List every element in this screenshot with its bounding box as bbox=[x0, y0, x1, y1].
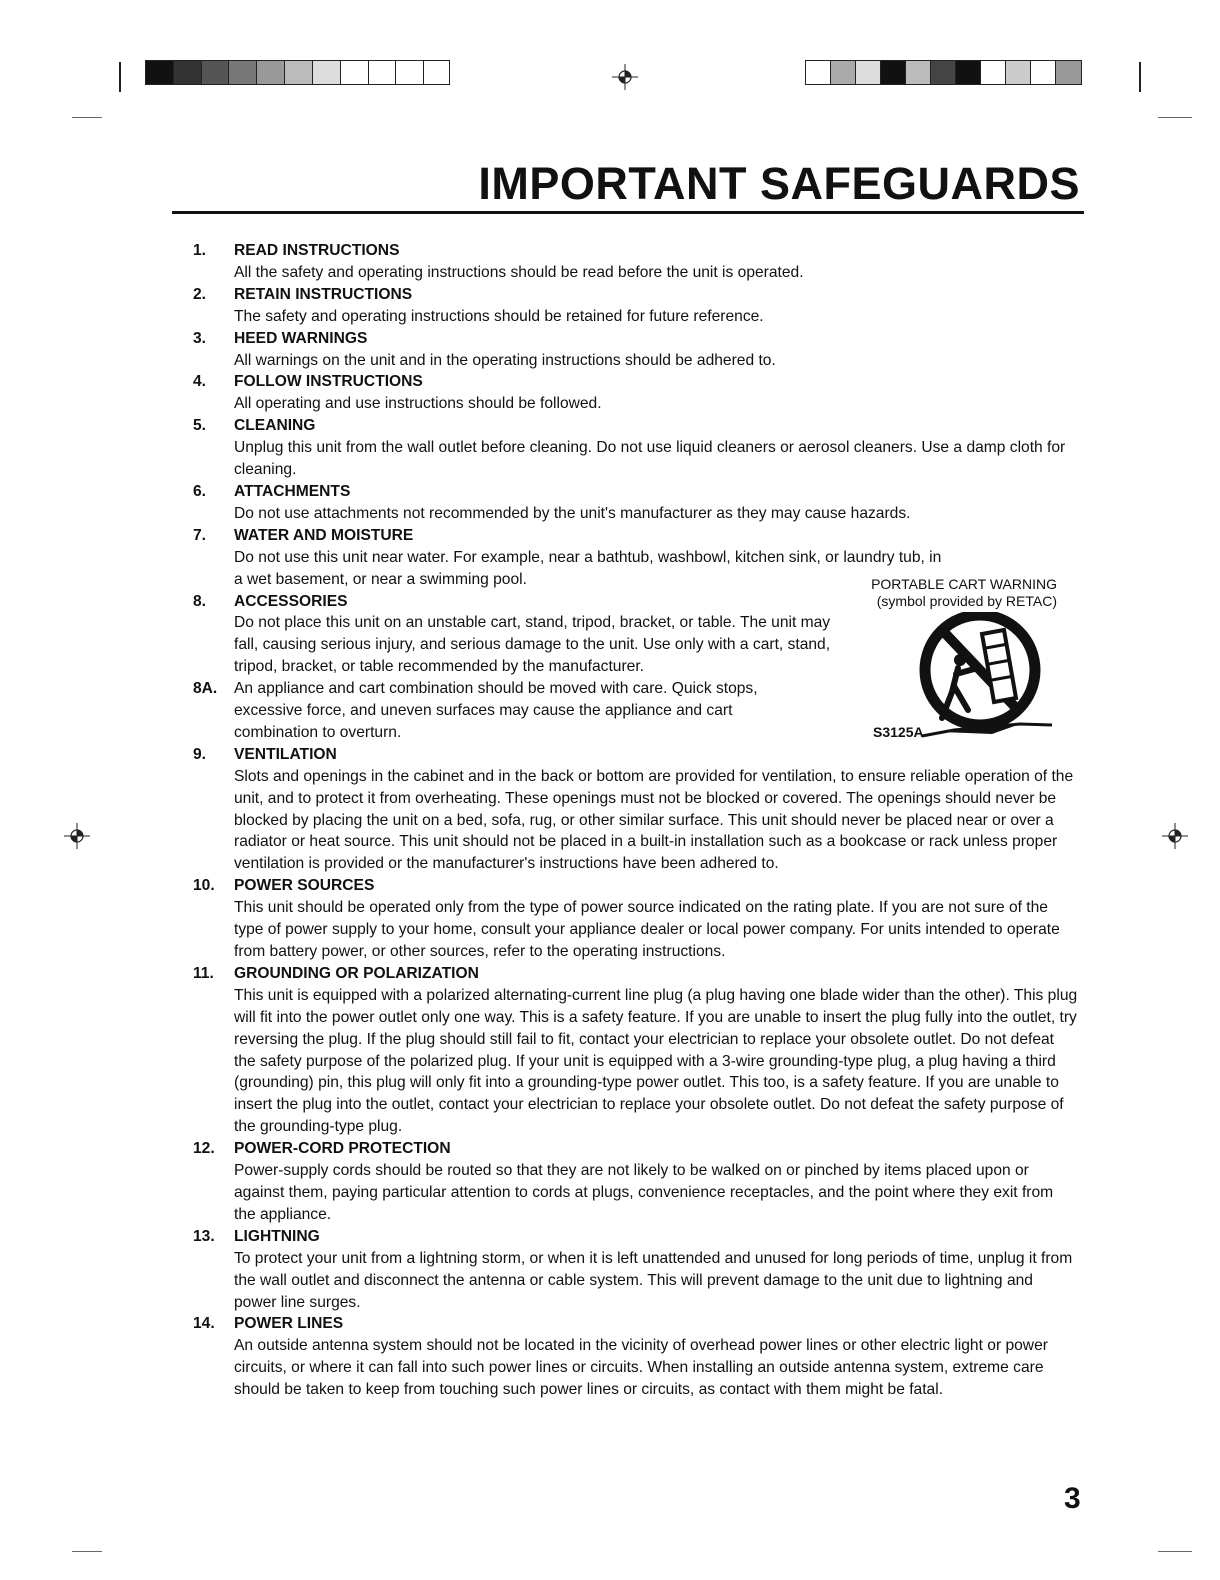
item-text: An appliance and cart combination should be moved with care. Quick stops, excessive force, and uneven surfaces may cause the appliance and cart combination to overturn. bbox=[234, 680, 758, 741]
item-number: 10. bbox=[193, 877, 215, 895]
item-heading: GROUNDING OR POLARIZATION bbox=[234, 964, 479, 982]
item-heading: HEED WARNINGS bbox=[234, 329, 368, 347]
item-heading: FOLLOW INSTRUCTIONS bbox=[234, 373, 423, 391]
item-number: 5. bbox=[193, 417, 207, 435]
item-text: This unit is equipped with a polarized alternating-current line plug (a plug having one blade wider than the other). This plug will fit into the power outlet only one way. This is a safety feature. If you are unable to insert the plug fully into the outlet, try reversing the plug. If the plug should still fail to fit, contact your electrician to replace your obsolete outlet. Do not defeat the safety purpose of the polarized plug. If your unit is equipped with a 3-wire grounding-type plug, a plug having a third (grounding) pin, this plug will only fit into a grounding-type power outlet. This too, is a safety feature. If you are unable to insert the plug into the outlet, contact your electrician to replace your obsolete outlet. Do not defeat the safety purpose of the grounding-type plug. bbox=[234, 986, 1078, 1136]
item-text: An outside antenna system should not be located in the vicinity of overhead power lines or other electric light or power circuits, or where it can fall into such power lines or circuits. When installing an outside antenna system, extreme care should be taken to keep from touching such power lines or circuits, as contact with them might be fatal. bbox=[234, 1337, 1048, 1399]
item-number: 8. bbox=[193, 592, 207, 610]
safeguards-list bbox=[0, 240, 1220, 1401]
safeguard-item bbox=[0, 371, 1220, 415]
item-number: 9. bbox=[193, 745, 207, 763]
crop-mark bbox=[1158, 1551, 1192, 1552]
item-text: This unit should be operated only from the type of power source indicated on the rating plate. If you are not sure of the type of power supply to your home, consult your appliance dealer or local power company. For units intended to operate from battery power, or other sources, refer to the operating instructions. bbox=[234, 899, 1060, 960]
registration-crosshair-icon bbox=[612, 64, 638, 90]
cart-warning-source: (symbol provided by RETAC) bbox=[876, 593, 1057, 609]
item-text: Do not place this unit on an unstable cart, stand, tripod, bracket, or table. The unit may fall, causing serious injury, and serious damage to the unit. Use only with a cart, stand, tripod, bracket, or table recommended by the manufacturer. bbox=[234, 614, 831, 676]
item-heading: LIGHTNING bbox=[234, 1227, 320, 1245]
safeguard-item bbox=[0, 481, 1220, 525]
safeguard-item bbox=[0, 284, 1220, 328]
safeguard-item bbox=[0, 415, 1220, 481]
crop-mark bbox=[72, 117, 102, 118]
crop-mark bbox=[1158, 117, 1192, 118]
item-heading: RETAIN INSTRUCTIONS bbox=[234, 285, 413, 303]
crop-mark bbox=[119, 62, 121, 92]
safeguard-item bbox=[0, 1313, 1220, 1401]
item-text: Do not use this unit near water. For example, near a bathtub, washbowl, kitchen sink, or laundry tub, in a wet basement, or near a swimming pool. bbox=[234, 548, 942, 588]
item-number: 2. bbox=[193, 285, 207, 303]
crop-mark bbox=[1139, 62, 1141, 92]
item-text: Power-supply cords should be routed so that they are not likely to be walked on or pinched by items placed upon or against them, paying particular attention to cords at plugs, convenience receptacles, and the point where they exit from the appliance. bbox=[234, 1162, 1054, 1223]
item-heading: VENTILATION bbox=[234, 745, 337, 763]
safeguard-item bbox=[0, 1138, 1220, 1226]
safeguard-item bbox=[0, 328, 1220, 372]
item-heading: POWER-CORD PROTECTION bbox=[234, 1140, 451, 1158]
item-number: 12. bbox=[193, 1140, 215, 1158]
item-number: 3. bbox=[193, 329, 207, 347]
item-number: 11. bbox=[193, 964, 214, 982]
color-calibration-bar-left bbox=[145, 60, 450, 85]
item-number: 8A. bbox=[193, 680, 218, 698]
item-text: All warnings on the unit and in the operating instructions should be adhered to. bbox=[234, 351, 776, 369]
title-rule bbox=[172, 211, 1084, 214]
crop-mark bbox=[72, 1551, 102, 1552]
item-number: 6. bbox=[193, 482, 207, 500]
item-heading: CLEANING bbox=[234, 417, 316, 435]
item-text: Unplug this unit from the wall outlet before cleaning. Do not use liquid cleaners or aerosol cleaners. Use a damp cloth for cleaning. bbox=[234, 439, 1066, 479]
page-title: IMPORTANT SAFEGUARDS bbox=[478, 158, 1080, 209]
tip-over-cart-warning-icon bbox=[912, 612, 1054, 748]
item-text: All operating and use instructions should be followed. bbox=[234, 395, 602, 413]
item-heading: POWER SOURCES bbox=[234, 877, 375, 895]
symbol-code: S3125A bbox=[873, 724, 924, 740]
safeguard-item bbox=[0, 963, 1220, 1138]
item-heading: WATER AND MOISTURE bbox=[234, 526, 414, 544]
item-text: Do not use attachments not recommended by the unit's manufacturer as they may cause hazards. bbox=[234, 504, 911, 522]
item-heading: ATTACHMENTS bbox=[234, 482, 351, 500]
item-number: 7. bbox=[193, 526, 207, 544]
cart-warning-caption bbox=[871, 576, 1057, 610]
item-text: To protect your unit from a lightning storm, or when it is left unattended and unused for long periods of time, unplug it from the wall outlet and disconnect the antenna or cable system. This will prevent damage to the unit due to lightning and power line surges. bbox=[234, 1249, 1073, 1311]
item-number: 1. bbox=[193, 242, 207, 259]
safeguard-item bbox=[0, 744, 1220, 875]
cart-warning-title: PORTABLE CART WARNING bbox=[871, 576, 1057, 592]
item-heading: ACCESSORIES bbox=[234, 592, 348, 610]
item-text: The safety and operating instructions should be retained for future reference. bbox=[234, 307, 764, 325]
item-text: All the safety and operating instructions should be read before the unit is operated. bbox=[234, 263, 804, 281]
safeguard-item bbox=[0, 1226, 1220, 1314]
item-number: 4. bbox=[193, 373, 207, 391]
item-text: Slots and openings in the cabinet and in the back or bottom are provided for ventilation, to ensure reliable operation of the unit, and to protect it from overheating. These openings must not be blocked or covered. The openings should never be blocked by placing the unit on a bed, sofa, rug, or other similar surface. This unit should never be placed near or over a radiator or heat source. This unit should not be placed in a built-in installation such as a bookcase or rack unless proper ventilation is provided or the manufacturer's instructions have been adhered to. bbox=[234, 767, 1074, 873]
color-calibration-bar-right bbox=[805, 60, 1082, 85]
safeguard-item bbox=[0, 875, 1220, 963]
page-number: 3 bbox=[1064, 1482, 1081, 1515]
item-heading: READ INSTRUCTIONS bbox=[234, 242, 400, 259]
item-heading: POWER LINES bbox=[234, 1315, 344, 1333]
item-number: 14. bbox=[193, 1315, 215, 1333]
safeguard-item bbox=[0, 240, 1220, 284]
item-number: 13. bbox=[193, 1227, 215, 1245]
